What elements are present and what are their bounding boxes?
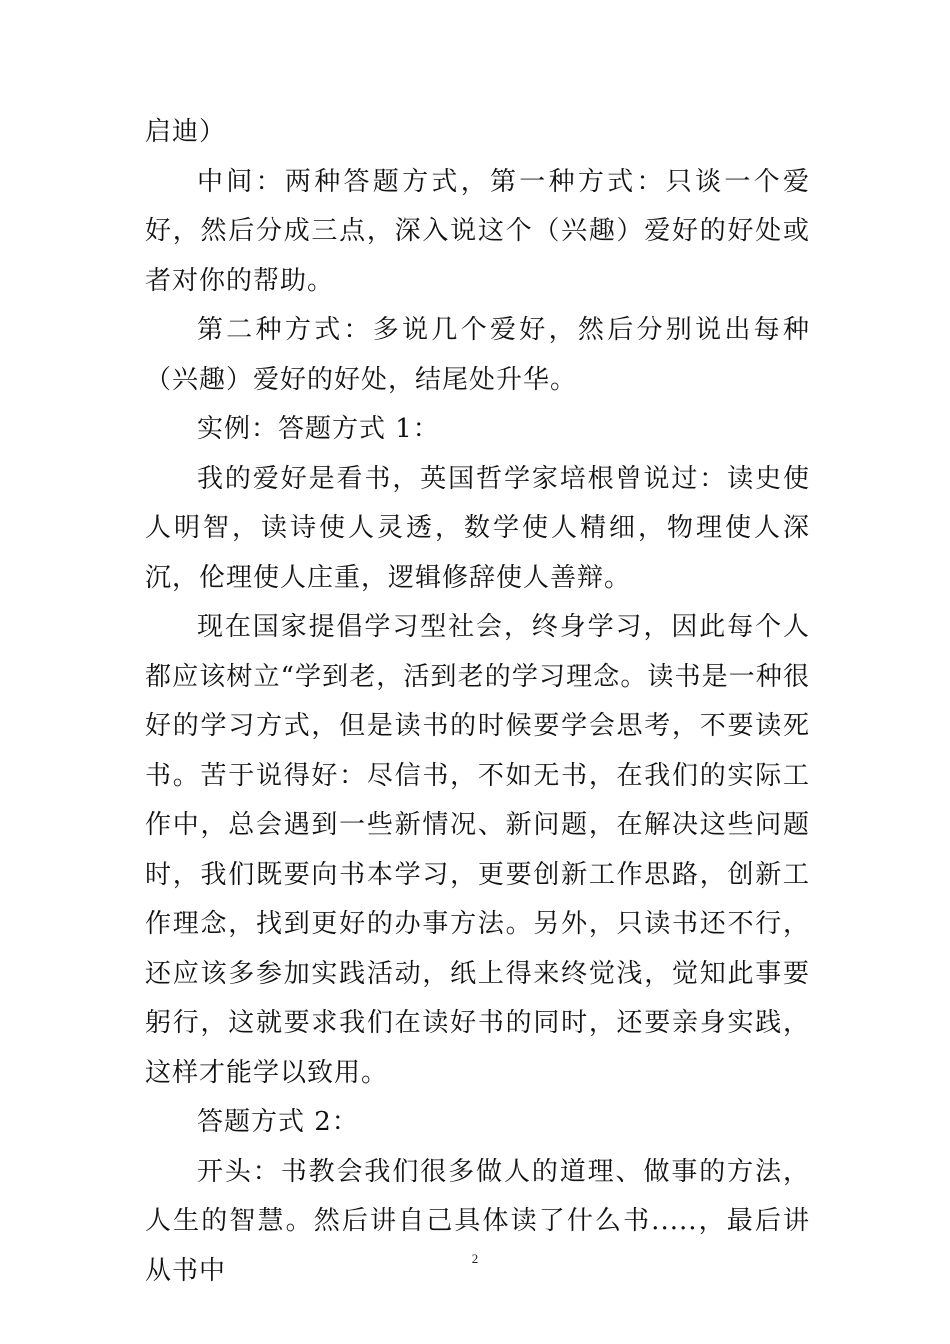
paragraph-example-heading: 实例：答题方式 1： (197, 414, 440, 444)
paragraph-lifelong-learning: 现在国家提倡学习型社会，终身学习，因此每个人都应该树立“学到老，活到老的学习理念。读书是一种很好的学习方式，但是读书的时候要学会思考，不要读死书。苦于说得好：尽信书，不如无书，在我们的实际工作中，总会遇到一些新情况、新问题，在解决这些问题时，我们既要向书本学习，更要创新工作思路，创新工作理念，找到更好的办事方法。另外，只读书还不行，还应该多参加实践活动，纸上得来终觉浅，觉知此事要躬行，这就要求我们在读好书的同时，还要亲身实践，这样才能学以致用。 (145, 612, 810, 1088)
paragraph-continuation: 启迪） (145, 117, 227, 147)
paragraph-opening: 开头：书教会我们很多做人的道理、做事的方法，人生的智慧。然后讲自己具体读了什么书.....，最后讲从书中 (145, 1156, 810, 1286)
page-number: 2 (471, 1251, 479, 1266)
paragraph-method-two: 第二种方式：多说几个爱好，然后分别说出每种（兴趣）爱好的好处，结尾处升华。 (145, 315, 810, 395)
paragraph-method-two-heading: 答题方式 2： (197, 1107, 359, 1137)
paragraph-hobby-reading: 我的爱好是看书，英国哲学家培根曾说过：读史使人明智，读诗使人灵透，数学使人精细，物理使人深沉，伦理使人庄重，逻辑修辞使人善辩。 (145, 463, 810, 593)
paragraph-middle-method-one: 中间：两种答题方式，第一种方式：只谈一个爱好，然后分成三点，深入说这个（兴趣）爱好的好处或者对你的帮助。 (145, 166, 810, 296)
document-body (145, 108, 810, 1296)
